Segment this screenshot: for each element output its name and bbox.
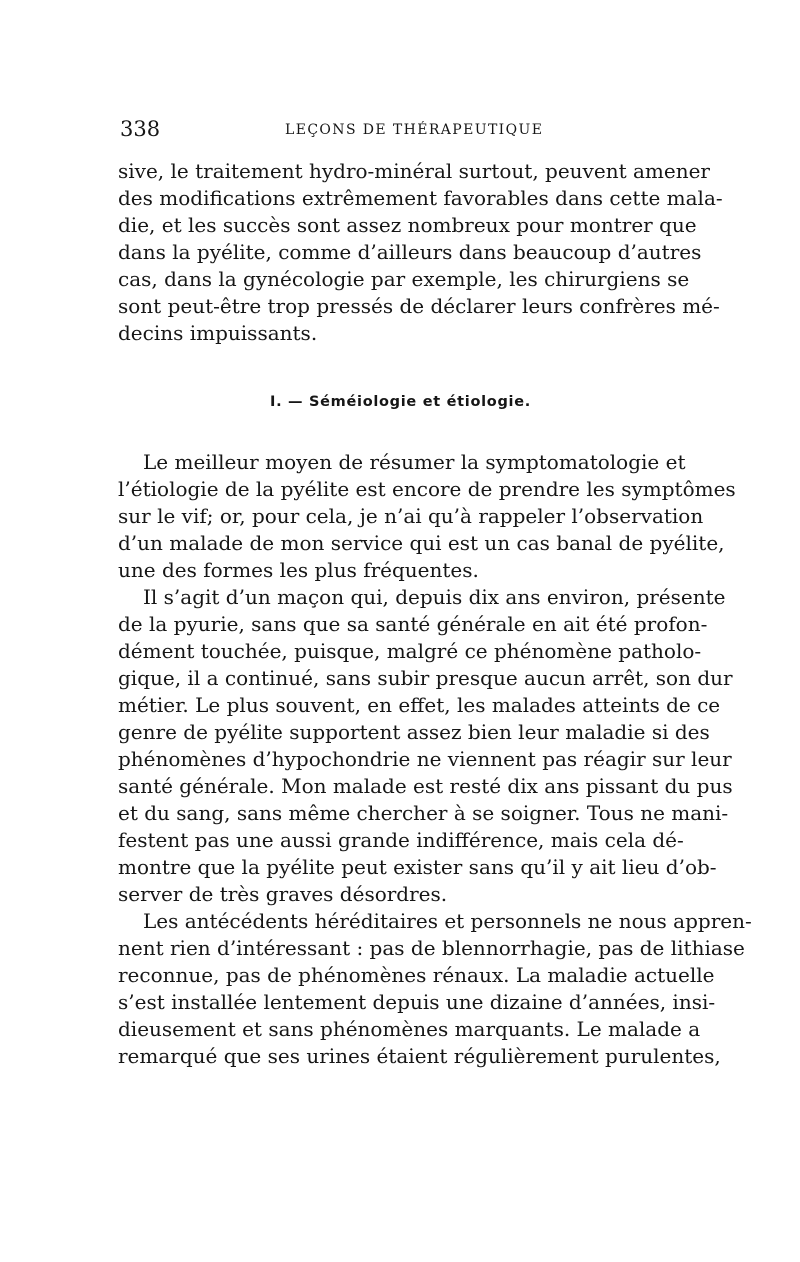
text-line: montre que la pyélite peut exister sans qu’il y ait lieu d’ob- (118, 855, 717, 879)
text-line: dément touchée, puisque, malgré ce phénomène patholo- (118, 639, 702, 663)
text-line: dans la pyélite, comme d’ailleurs dans beaucoup d’autres (118, 240, 702, 264)
text-line: sont peut-être trop pressés de déclarer leurs confrères mé- (118, 294, 720, 318)
running-title: LEÇONS DE THÉRAPEUTIQUE (285, 122, 544, 138)
text-line: genre de pyélite supportent assez bien leur maladie si des (118, 720, 710, 744)
text-line: festent pas une aussi grande indifférence, mais cela dé- (118, 828, 684, 852)
page-number: 338 (120, 117, 161, 141)
text-line: nent rien d’intéressant : pas de blennorrhagie, pas de lithiase (118, 936, 745, 960)
text-line: phénomènes d’hypochondrie ne viennent pas réagir sur leur (118, 747, 732, 771)
text-line: sive, le traitement hydro-minéral surtout, peuvent amener (118, 159, 710, 183)
text-line: decins impuissants. (118, 321, 318, 345)
text-line: dieusement et sans phénomènes marquants. Le malade a (118, 1017, 701, 1041)
text-line: l’étiologie de la pyélite est encore de prendre les symptômes (118, 477, 736, 501)
text-line: s’est installée lentement depuis une dizaine d’années, insi- (118, 990, 716, 1014)
text-line: server de très graves désordres. (118, 882, 448, 906)
text-line: d’un malade de mon service qui est un cas banal de pyélite, (118, 531, 725, 555)
text-line: et du sang, sans même chercher à se soigner. Tous ne mani- (118, 801, 729, 825)
text-line: santé générale. Mon malade est resté dix ans pissant du pus (118, 774, 733, 798)
text-line: cas, dans la gynécologie par exemple, les chirurgiens se (118, 267, 690, 291)
section-heading: I. — Séméiologie et étiologie. (270, 394, 531, 410)
text-line: reconnue, pas de phénomènes rénaux. La maladie actuelle (118, 963, 715, 987)
text-line: une des formes les plus fréquentes. (118, 558, 479, 582)
text-line: sur le vif; or, pour cela, je n’ai qu’à rappeler l’observation (118, 504, 704, 528)
text-line: Les antécédents héréditaires et personnels ne nous appren- (143, 909, 752, 933)
text-line: die, et les succès sont assez nombreux pour montrer que (118, 213, 697, 237)
text-line: Il s’agit d’un maçon qui, depuis dix ans environ, présente (143, 585, 726, 609)
text-line: des modifications extrêmement favorables dans cette mala- (118, 186, 723, 210)
text-line: Le meilleur moyen de résumer la symptomatologie et (143, 450, 686, 474)
text-line: de la pyurie, sans que sa santé générale en ait été profon- (118, 612, 708, 636)
text-line: métier. Le plus souvent, en effet, les malades atteints de ce (118, 693, 721, 717)
text-line: remarqué que ses urines étaient régulièrement purulentes, (118, 1044, 721, 1068)
text-line: gique, il a continué, sans subir presque aucun arrêt, son dur (118, 666, 733, 690)
